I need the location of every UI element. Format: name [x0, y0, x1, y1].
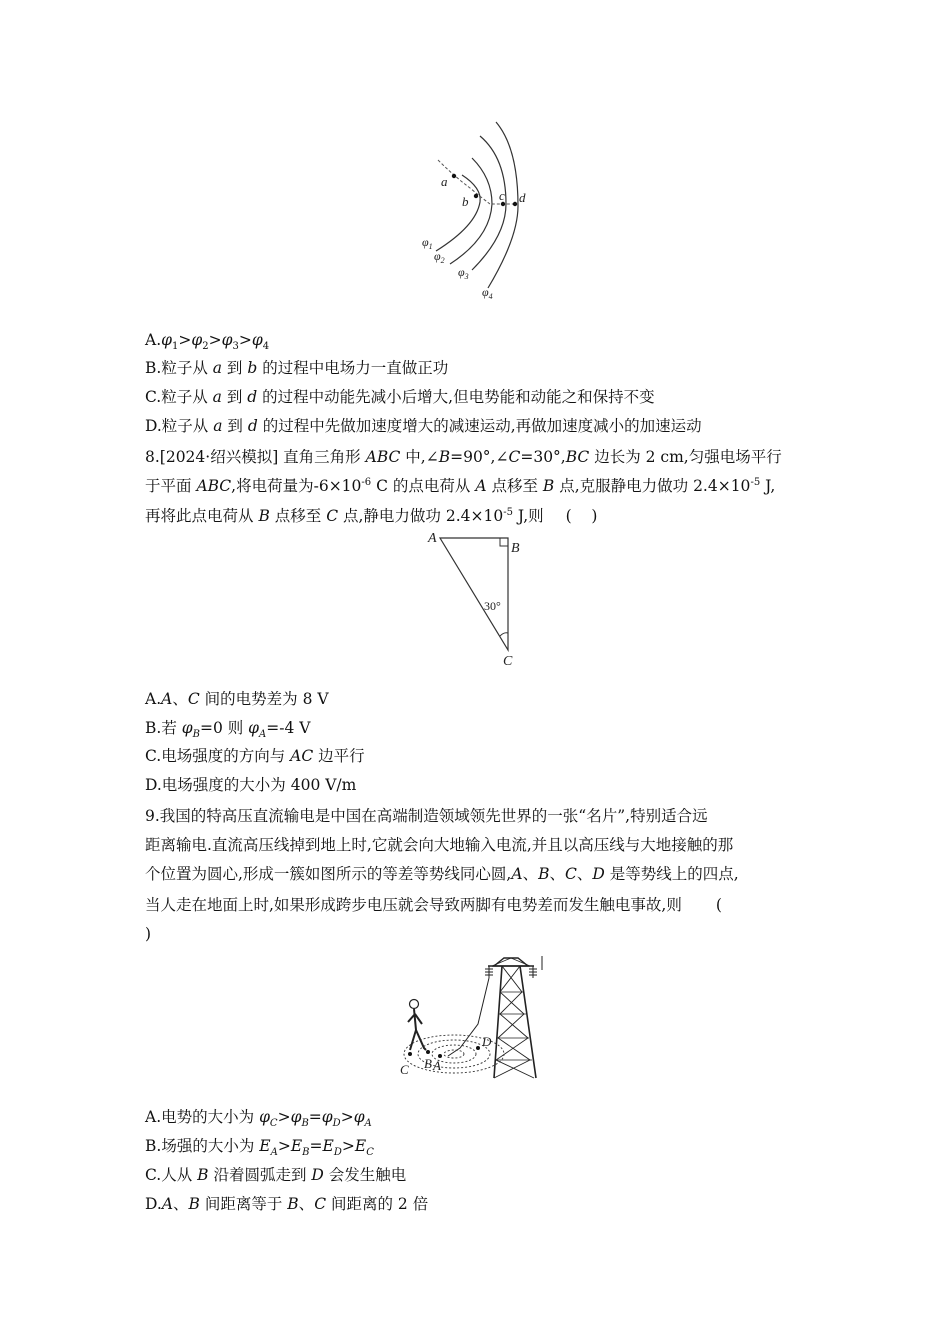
q8-option-c: C.电场强度的方向与 AC 边平行 [145, 747, 365, 765]
equipotential-diagram [410, 118, 550, 308]
q8-answer-paren: ( ) [565, 507, 598, 525]
equipotential-line-2 [450, 158, 492, 264]
q8-option-b: B.若 $\varphi_B=0$ 则 $\varphi_A=-4$ V [145, 719, 311, 741]
point-C-dot [408, 1052, 412, 1056]
q9-stem-line-5: ) [145, 925, 152, 943]
angle-arc-c [500, 633, 508, 636]
label-B: B [511, 541, 520, 556]
point-a-dot [452, 174, 456, 178]
q9-option-c: C.人从 B 沿着圆弧走到 D 会发生触电 [145, 1166, 407, 1184]
q8-option-d: D.电场强度的大小为 400 V/m [145, 776, 357, 794]
label-c: c [499, 188, 505, 203]
label-A: A [433, 1058, 441, 1073]
q9-stem-line-3: 个位置为圆心,形成一簇如图所示的等差等势线同心圆,A、B、C、D 是等势线上的四点, [145, 865, 739, 883]
point-B-dot [426, 1050, 430, 1054]
label-C: C [503, 654, 513, 669]
right-angle-mark [500, 538, 508, 546]
q9-option-a: A.电势的大小为 $\varphi_C>\varphi_B=\varphi_D>\varphi_A$ [145, 1108, 372, 1130]
q8-stem-line-1: 8.[2024·绍兴模拟] 直角三角形 ABC 中,∠B=90°,∠C=30°,BC 边长为 2 cm,匀强电场平行 [145, 448, 782, 466]
point-d-dot [513, 202, 517, 206]
equipotential-figure [410, 118, 550, 308]
q7-option-c: C.粒子从 a 到 d 的过程中动能先减小后增大,但电势能和动能之和保持不变 [145, 388, 655, 406]
q9-answer-paren-open: ( [715, 896, 722, 914]
q8-option-a: A.A、C 间的电势差为 8 V [145, 690, 329, 708]
insulator-right [529, 966, 537, 978]
label-C: C [400, 1062, 409, 1077]
insulator-left [485, 966, 493, 978]
angle-label: 30° [484, 599, 501, 613]
q8-stem-line-2: 于平面 ABC,将电荷量为$-6\times 10^{-6}$ C 的点电荷从 A 点移至 B 点,克服静电力做功 $2.4\times 10^{-5}$ J, [145, 476, 776, 495]
q9-stem-line-1: 9.我国的特高压直流输电是中国在高端制造领域领先世界的一张“名片”,特别适合远 [145, 807, 708, 825]
label-A: A [428, 531, 437, 546]
label-D: D [482, 1034, 492, 1049]
point-b-dot [474, 194, 478, 198]
q9-option-b: B.场强的大小为 $E_A>E_B=E_D>E_C$ [145, 1137, 374, 1159]
label-phi2: $\varphi_2$ [434, 249, 445, 265]
person-body [408, 1009, 426, 1050]
person-head [410, 1000, 419, 1009]
label-a: a [441, 174, 448, 189]
q7-option-b: B.粒子从 a 到 b 的过程中电场力一直做正功 [145, 359, 449, 377]
q7-option-d: D.粒子从 a 到 d 的过程中先做加速度增大的减速运动,再做加速度减小的加速运动 [145, 417, 702, 435]
tower-top [494, 958, 528, 966]
label-B: B [424, 1056, 432, 1071]
q9-stem-line-4: 当人走在地面上时,如果形成跨步电压就会导致两脚有电势差而发生触电事故,则 ( [145, 896, 722, 914]
q7-option-a: $A.\varphi_1>\varphi_2>\varphi_3>\varphi_4$ [145, 331, 270, 353]
label-phi4: $\varphi_4$ [482, 285, 493, 301]
point-D-dot [476, 1046, 480, 1050]
q8-stem-line-3: 再将此点电荷从 B 点移至 C 点,静电力做功 $2.4\times 10^{-5}$ J,则 ( ) [145, 506, 598, 525]
label-phi3: $\varphi_3$ [458, 265, 469, 281]
q9-option-d: D.A、B 间距离等于 B、C 间距离的 2 倍 [145, 1195, 429, 1213]
label-phi1: $\varphi_1$ [422, 235, 433, 251]
triangle-abc [440, 538, 508, 650]
power-line-figure [396, 952, 556, 1084]
label-d: d [519, 190, 526, 205]
label-b: b [462, 194, 469, 209]
q9-stem-line-2: 距离输电.直流高压线掉到地上时,它就会向大地输入电流,并且以高压线与大地接触的那 [145, 836, 734, 854]
equipotential-circle-1 [444, 1050, 464, 1058]
power-line-diagram [396, 952, 556, 1084]
triangle-figure [420, 526, 530, 671]
triangle-diagram [420, 526, 530, 671]
